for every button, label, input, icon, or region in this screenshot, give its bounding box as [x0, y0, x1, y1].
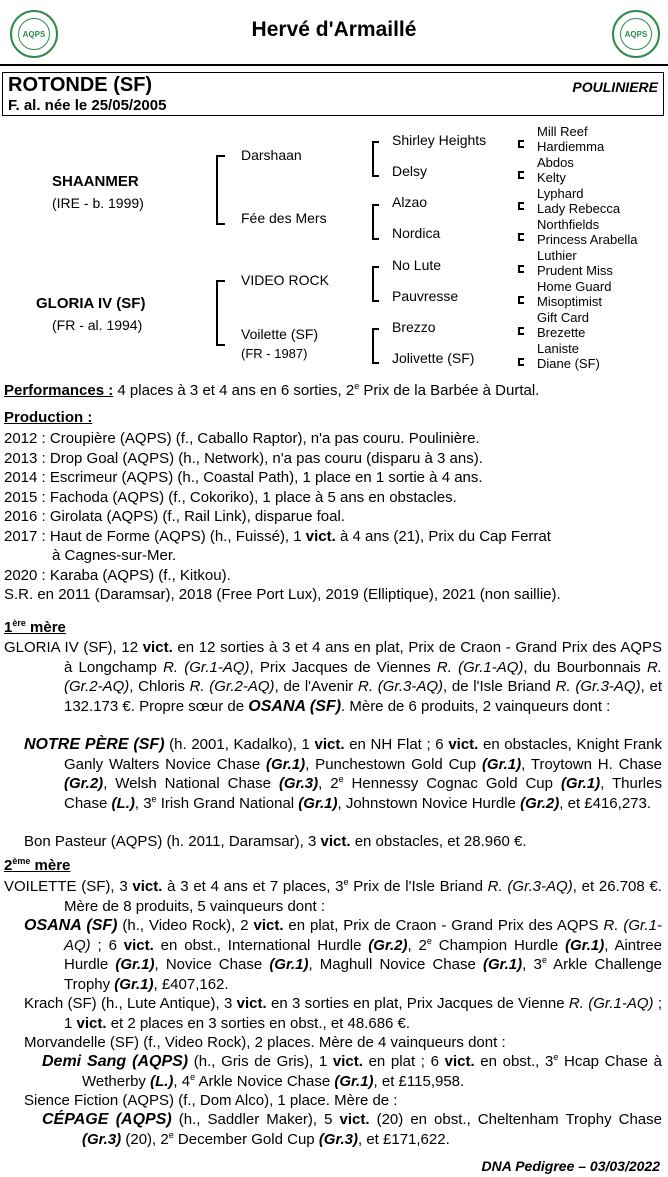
production-item: 2016 : Girolata (AQPS) (f., Rail Link), disparue foal.	[4, 508, 345, 525]
gen4-item: Gift Card	[537, 310, 590, 325]
text-segment: vict.	[236, 995, 267, 1012]
superscript: e	[354, 381, 360, 391]
gen4-item: Princess Arabella	[537, 232, 638, 247]
text-segment: , Maghull Novice Chase	[308, 956, 483, 973]
text-segment: (Gr.1)	[565, 936, 605, 954]
text-segment: vict.	[314, 736, 345, 753]
gen2-item: Fée des Mers	[241, 210, 327, 226]
gen3-item: Pauvresse	[392, 288, 459, 304]
text-segment: (L.)	[111, 794, 135, 812]
text-segment: (Gr.1)	[115, 956, 155, 973]
text-segment: en plat ; 6	[362, 1053, 445, 1070]
gen4-item: Hardiemma	[537, 139, 605, 154]
text-segment: vict.	[448, 736, 479, 753]
text-segment: en obstacles, Knight Frank Ganly Walters Novice Chase	[64, 736, 663, 773]
label-txt: mère	[30, 619, 66, 636]
label-txt: mère	[34, 857, 71, 874]
text-segment: , Welsh National Chase	[103, 775, 279, 792]
production-item: 2020 : Karaba (AQPS) (f., Kitkou).	[4, 566, 231, 584]
gen4-item: Luthier	[537, 248, 577, 263]
production-text: à 4 ans (21), Prix du Cap Ferrat	[339, 527, 551, 545]
text-segment: Hcap Chase à Wetherby	[82, 1053, 663, 1090]
text-segment: , Aintree Hurdle	[64, 936, 662, 973]
text-segment: vict.	[339, 1111, 370, 1128]
gen2-item: VIDEO ROCK	[241, 272, 329, 288]
performances-label: Performances :	[4, 382, 114, 399]
text-segment: en 3 sorties en plat, Prix Jacques de Vienne	[266, 995, 569, 1012]
text-segment: R. (Gr.1-AQ)	[163, 658, 250, 676]
morv-para	[24, 1033, 662, 1053]
text-segment: R. (Gr.3-AQ)	[358, 678, 443, 695]
horse-birth: F. al. née le 25/05/2005	[8, 97, 167, 114]
text-segment: (Gr.1)	[560, 775, 601, 792]
mere1-label	[4, 619, 662, 636]
text-segment: Bon Pasteur (AQPS) (h. 2011, Daramsar), 3	[24, 833, 321, 850]
text-segment: (Gr.2)	[520, 794, 560, 812]
brace	[372, 328, 379, 364]
gloria-para	[4, 638, 662, 716]
text-segment: Champion Hurdle	[431, 936, 566, 954]
text-segment: GLORIA IV (SF), 12	[4, 639, 143, 656]
text-segment: (h. 2001, Kadalko), 1	[164, 736, 315, 753]
text-segment: e	[426, 935, 432, 946]
brace	[518, 171, 524, 179]
text-segment: vict.	[76, 1014, 107, 1032]
text-segment: (Gr.1)	[482, 956, 523, 973]
text-segment: ; 6	[90, 936, 124, 954]
text-segment: (Gr.1)	[334, 1072, 374, 1090]
text-segment: , 2	[407, 936, 427, 954]
brace	[518, 140, 524, 148]
brace	[372, 141, 379, 177]
text-segment: ; 1	[64, 995, 662, 1032]
gen3-item: No Lute	[392, 257, 442, 273]
text-segment: December Gold Cup	[173, 1130, 319, 1148]
text-segment: , et £115,958.	[373, 1072, 465, 1090]
text-segment: en obst., International Hurdle	[153, 936, 369, 954]
voilette-para	[4, 877, 662, 916]
horse-status: POULINIERE	[572, 79, 658, 95]
text-segment: , et £171,622.	[358, 1130, 450, 1148]
text-segment: vict.	[142, 639, 173, 656]
vict-label: vict.	[305, 527, 336, 545]
mere2-label	[4, 857, 662, 874]
gen4-item: Lyphard	[537, 186, 584, 201]
brace	[216, 155, 225, 225]
gen4-item: Prudent Miss	[537, 263, 613, 278]
logo-text: AQPS	[620, 18, 652, 50]
brace	[372, 266, 379, 302]
brace	[518, 358, 524, 366]
production-text: 2017 : Haut de Forme (AQPS) (h., Fuissé), 1	[4, 527, 302, 545]
text-segment: CÉPAGE (AQPS)	[42, 1111, 172, 1128]
gen3-item: Brezzo	[392, 319, 436, 335]
krach-para	[24, 994, 662, 1033]
text-segment: (h., Video Rock), 2	[117, 917, 254, 934]
text-segment: , de l'Isle Briand	[443, 678, 556, 695]
text-segment: (Gr.1)	[481, 755, 522, 773]
text-segment: e	[151, 793, 157, 804]
text-segment: , Novice Chase	[154, 956, 270, 973]
text-segment: en obst., 3	[474, 1053, 554, 1070]
gen4-item: Kelty	[537, 170, 566, 185]
morv-text: Morvandelle (SF) (f., Video Rock), 2 places. Mère de 4 vainqueurs dont :	[24, 1034, 506, 1051]
production-item: 2013 : Drop Goal (AQPS) (h., Network), n'a pas couru (disparu à 3 ans).	[4, 449, 483, 467]
title-divider	[0, 64, 668, 66]
gen3-item: Jolivette (SF)	[392, 350, 475, 366]
text-segment: (Gr.2)	[368, 936, 408, 954]
production-item-cont: à Cagnes-sur-Mer.	[52, 547, 177, 564]
sire-name: SHAANMER	[52, 173, 139, 190]
text-segment: R. (Gr.3-AQ)	[555, 678, 641, 695]
gen3-item: Nordica	[392, 225, 441, 241]
text-segment: en 12 sorties à 3 et 4 ans en plat, Prix de Craon - Grand Prix des AQPS à Longchamp	[64, 639, 662, 676]
text-segment: NOTRE PÈRE (SF)	[24, 736, 165, 753]
text-segment: Demi Sang (AQPS)	[42, 1053, 189, 1070]
gen3-item: Shirley Heights	[392, 132, 487, 148]
superscript: ème	[12, 856, 31, 866]
text-segment: , Johnstown Novice Hurdle	[337, 794, 521, 812]
text-segment: e	[338, 774, 344, 784]
text-segment: vict.	[332, 1053, 363, 1070]
text-segment: e	[168, 1129, 174, 1140]
cepage-para	[42, 1110, 662, 1149]
text-segment: (Gr.1)	[266, 755, 306, 773]
text-segment: R. (Gr.3-AQ)	[487, 878, 573, 895]
brace	[372, 204, 379, 240]
text-segment: , Thurles Chase	[64, 775, 662, 812]
brace	[518, 327, 524, 335]
performances-text: 4 places à 3 et 4 ans en 6 sorties, 2	[117, 382, 355, 399]
brace	[216, 280, 225, 346]
gen4-item: Brezette	[537, 325, 586, 340]
text-segment: vict.	[132, 878, 163, 895]
text-segment: vict.	[444, 1053, 475, 1070]
text-segment: . Mère de 6 produits, 2 vainqueurs dont :	[341, 697, 611, 715]
brace	[518, 265, 524, 273]
text-segment: e	[541, 955, 547, 965]
text-segment: (Gr.3)	[278, 775, 319, 792]
logo-text: AQPS	[18, 18, 50, 50]
text-segment: R. (Gr.2-AQ)	[189, 678, 275, 695]
text-segment: , 4	[173, 1072, 191, 1090]
footer-credit: DNA Pedigree – 03/03/2022	[481, 1158, 660, 1174]
dam-name: GLORIA IV (SF)	[36, 295, 146, 312]
text-segment: Krach (SF) (h., Lute Antique), 3	[24, 995, 237, 1012]
text-segment: , £407,162.	[153, 975, 229, 993]
text-segment: en NH Flat ; 6	[344, 736, 449, 753]
gen4-item: Abdos	[537, 155, 574, 170]
text-segment: vict.	[320, 833, 351, 850]
production-item: 2012 : Croupière (AQPS) (f., Caballo Raptor), n'a pas couru. Poulinière.	[4, 430, 480, 447]
text-segment: , Chloris	[129, 678, 190, 695]
gen4-item: Mill Reef	[537, 124, 588, 139]
text-segment: (20) en obst., Cheltenham Trophy Chase	[369, 1111, 662, 1128]
gen3-item: Alzao	[392, 194, 428, 210]
text-segment: (Gr.1)	[298, 794, 338, 812]
text-segment: VOILETTE (SF), 3	[4, 878, 133, 895]
page-title: Hervé d'Armaillé	[251, 18, 417, 41]
gen4-item: Diane (SF)	[537, 356, 600, 371]
text-segment: (Gr.1)	[269, 956, 309, 973]
production-label: Production :	[4, 409, 93, 426]
production-item: S.R. en 2011 (Daramsar), 2018 (Free Port Lux), 2019 (Elliptique), 2021 (non saillie).	[4, 586, 561, 603]
text-segment: Hennessy Cognac Gold Cup	[343, 775, 561, 792]
production-list	[4, 429, 561, 605]
text-segment: , 2	[318, 775, 339, 792]
label-num: 2	[4, 857, 13, 874]
text-segment: à 3 et 4 ans et 7 places, 3	[162, 878, 344, 895]
osana-para	[24, 916, 662, 994]
horse-name: ROTONDE (SF)	[8, 74, 153, 96]
production-item: 2014 : Escrimeur (AQPS) (h., Coastal Path), 1 place en 1 sortie à 4 ans.	[4, 469, 483, 486]
performances-text2: Prix de la Barbée à Durtal.	[363, 382, 540, 399]
text-segment: R. (Gr.1-AQ)	[436, 658, 524, 676]
text-segment: , et £416,273.	[559, 794, 652, 812]
text-segment: Arkle Challenge Trophy	[64, 956, 663, 993]
gen2-item: Voilette (SF)	[241, 326, 319, 342]
gen2-item: Darshaan	[241, 147, 302, 163]
text-segment: , Troytown H. Chase	[521, 755, 662, 773]
text-segment: (Gr.2)	[64, 775, 104, 792]
notre-para	[24, 735, 662, 813]
production-item	[4, 527, 561, 547]
text-segment: Prix de l'Isle Briand	[348, 878, 488, 895]
text-segment: (20), 2	[121, 1130, 169, 1148]
text-segment: (Gr.3)	[318, 1130, 358, 1148]
brace	[518, 296, 524, 304]
text-segment: Irish Grand National	[156, 794, 299, 812]
text-segment: OSANA (SF)	[24, 917, 118, 934]
gen4-item: Laniste	[537, 341, 579, 356]
text-segment: vict.	[253, 917, 284, 934]
text-segment: Arkle Novice Chase	[195, 1072, 335, 1090]
text-segment: en plat, Prix de Craon - Grand Prix des AQPS	[283, 917, 604, 934]
brace	[518, 233, 524, 241]
sience-text: Sience Fiction (AQPS) (f., Dom Alco), 1 place. Mère de :	[24, 1092, 398, 1109]
bon-para	[24, 832, 662, 852]
sience-para	[24, 1091, 662, 1111]
text-segment: et 2 places en 3 sorties en obst., et 48.686 €.	[106, 1014, 411, 1032]
text-segment: , et 26.708 €. Mère de 8 produits, 5 vainqueurs dont :	[64, 878, 662, 915]
text-segment: OSANA (SF)	[248, 697, 342, 715]
text-segment: , 3	[522, 956, 542, 973]
superscript: ère	[12, 618, 26, 628]
gen2-info: (FR - 1987)	[241, 346, 308, 361]
text-segment: vict.	[123, 936, 154, 954]
text-segment: e	[190, 1071, 196, 1082]
gen3-item: Delsy	[392, 163, 428, 179]
sire-info: (IRE - b. 1999)	[52, 195, 144, 211]
text-segment: (Gr.1)	[114, 975, 154, 993]
text-segment: R. (Gr.1-AQ)	[64, 917, 662, 954]
text-segment: , Prix Jacques de Viennes	[249, 658, 437, 676]
text-segment: (h., Saddler Maker), 5	[171, 1111, 340, 1128]
text-segment: (h., Gris de Gris), 1	[188, 1053, 333, 1070]
text-segment: e	[553, 1052, 559, 1062]
brace	[518, 202, 524, 210]
text-segment: , du Bourbonnais	[523, 658, 647, 676]
label-num: 1	[4, 619, 13, 636]
text-segment: (Gr.3)	[82, 1130, 122, 1148]
text-segment: R. (Gr.1-AQ)	[568, 995, 654, 1012]
text-segment: , Punchestown Gold Cup	[305, 755, 482, 773]
dam-info: (FR - al. 1994)	[52, 317, 143, 333]
text-segment: e	[343, 877, 349, 887]
production-item: 2015 : Fachoda (AQPS) (f., Cokoriko), 1 place à 5 ans en obstacles.	[4, 488, 457, 506]
demi-para	[42, 1052, 662, 1091]
gen4-item: Home Guard	[537, 279, 612, 294]
gen4-item: Misoptimist	[537, 294, 603, 309]
text-segment: (L.)	[150, 1072, 174, 1090]
text-segment: , 3	[134, 794, 152, 812]
gen4-item: Lady Rebecca	[537, 201, 621, 216]
text-segment: R. (Gr.2-AQ)	[64, 658, 662, 695]
performances	[4, 382, 662, 399]
text-segment: en obstacles, et 28.960 €.	[350, 833, 527, 850]
text-segment: , et 132.173 €. Propre sœur de	[64, 678, 662, 715]
text-segment: , de l'Avenir	[274, 678, 358, 695]
gen4-item: Northfields	[537, 217, 600, 232]
